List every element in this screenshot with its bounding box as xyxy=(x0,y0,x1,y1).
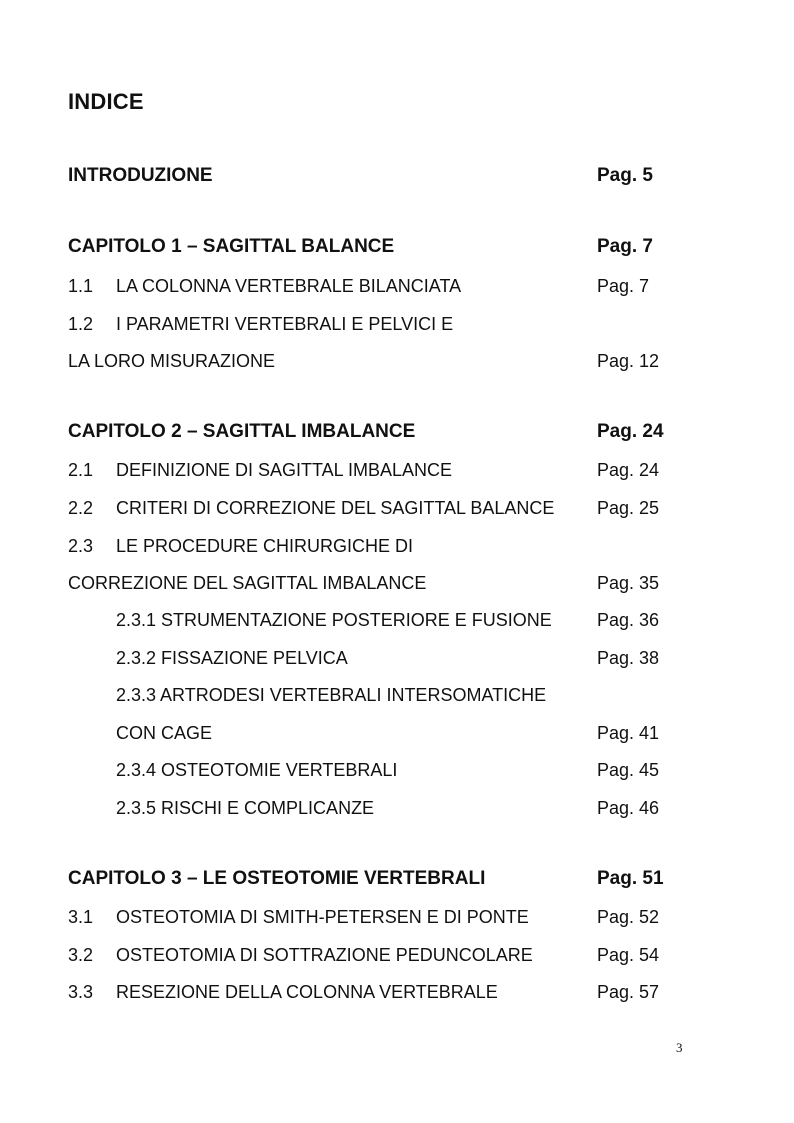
toc-entry-label: CON CAGE xyxy=(116,723,213,743)
toc-entry-page: Pag. 5 xyxy=(597,165,653,186)
toc-chapter-2 xyxy=(68,420,708,444)
toc-entry-number: 3.1 xyxy=(68,907,94,927)
toc-entry-page: Pag. 45 xyxy=(597,760,660,780)
toc-entry-label: LA COLONNA VERTEBRALE BILANCIATA xyxy=(116,276,462,296)
toc-entry-label: LA LORO MISURAZIONE xyxy=(68,351,276,371)
toc-section-3-3 xyxy=(68,980,708,1004)
toc-entry-label: OSTEOTOMIA DI SOTTRAZIONE PEDUNCOLARE xyxy=(116,945,533,965)
toc-entry-page: Pag. 12 xyxy=(597,351,660,371)
toc-entry-page: Pag. 7 xyxy=(597,276,650,296)
toc-section-1-2 xyxy=(68,312,708,336)
toc-entry-page: Pag. 54 xyxy=(597,945,660,965)
toc-entry-number: 3.3 xyxy=(68,982,94,1002)
toc-entry-label: DEFINIZIONE DI SAGITTAL IMBALANCE xyxy=(116,460,453,480)
toc-entry-label: I PARAMETRI VERTEBRALI E PELVICI E xyxy=(116,314,454,334)
toc-entry-page: Pag. 7 xyxy=(597,236,653,257)
toc-entry-page: Pag. 24 xyxy=(597,460,660,480)
toc-entry-page: Pag. 35 xyxy=(597,573,660,593)
toc-entry-page: Pag. 25 xyxy=(597,498,660,518)
toc-entry-label: INTRODUZIONE xyxy=(68,165,213,186)
toc-section-1-1 xyxy=(68,274,708,298)
toc-entry-label: 2.3.2 FISSAZIONE PELVICA xyxy=(116,648,348,668)
toc-subsection-2-3-3-cont xyxy=(68,721,708,745)
toc-entry-label: RESEZIONE DELLA COLONNA VERTEBRALE xyxy=(116,982,498,1002)
toc-entry-label: 2.3.4 OSTEOTOMIE VERTEBRALI xyxy=(116,760,398,780)
toc-section-2-2 xyxy=(68,496,708,520)
toc-chapter-1 xyxy=(68,235,708,259)
toc-chapter-3 xyxy=(68,867,708,891)
toc-subsection-2-3-5 xyxy=(68,796,708,820)
toc-entry-label: CAPITOLO 3 – LE OSTEOTOMIE VERTEBRALI xyxy=(68,868,486,889)
toc-entry-label: CRITERI DI CORREZIONE DEL SAGITTAL BALANCE xyxy=(116,498,555,518)
toc-entry-label: CAPITOLO 2 – SAGITTAL IMBALANCE xyxy=(68,421,416,442)
toc-subsection-2-3-2 xyxy=(68,646,708,670)
toc-subsection-2-3-4 xyxy=(68,758,708,782)
toc-entry-page: Pag. 46 xyxy=(597,798,660,818)
toc-entry-number: 1.1 xyxy=(68,276,94,296)
toc-entry-label: CAPITOLO 1 – SAGITTAL BALANCE xyxy=(68,236,395,257)
toc-entry-page: Pag. 51 xyxy=(597,868,664,889)
toc-entry-label: OSTEOTOMIA DI SMITH-PETERSEN E DI PONTE xyxy=(116,907,529,927)
toc-entry-number: 3.2 xyxy=(68,945,94,965)
toc-section-3-1 xyxy=(68,905,708,929)
toc-entry-introduzione xyxy=(68,164,708,188)
toc-entry-page: Pag. 41 xyxy=(597,723,660,743)
toc-entry-label: LE PROCEDURE CHIRURGICHE DI xyxy=(116,536,414,556)
toc-entry-page: Pag. 36 xyxy=(597,610,660,630)
toc-entry-page: Pag. 57 xyxy=(597,982,660,1002)
toc-entry-number: 2.2 xyxy=(68,498,94,518)
toc-entry-page: Pag. 38 xyxy=(597,648,660,668)
toc-section-3-2 xyxy=(68,943,708,967)
toc-section-2-1 xyxy=(68,458,708,482)
toc-entry-label: 2.3.1 STRUMENTAZIONE POSTERIORE E FUSIONE xyxy=(116,610,552,630)
page-title: INDICE xyxy=(68,89,144,114)
toc-subsection-2-3-3 xyxy=(68,683,708,707)
page-number: 3 xyxy=(676,1040,683,1055)
toc-entry-label: 2.3.3 ARTRODESI VERTEBRALI INTERSOMATICHE xyxy=(116,685,547,705)
toc-entry-page: Pag. 24 xyxy=(597,421,664,442)
toc-entry-number: 2.3 xyxy=(68,536,94,556)
toc-section-2-3 xyxy=(68,534,708,558)
toc-subsection-2-3-1 xyxy=(68,608,708,632)
toc-entry-number: 2.1 xyxy=(68,460,94,480)
toc-section-1-2-cont xyxy=(68,349,708,373)
toc-entry-label: CORREZIONE DEL SAGITTAL IMBALANCE xyxy=(68,573,427,593)
toc-entry-number: 1.2 xyxy=(68,314,94,334)
toc-entry-label: 2.3.5 RISCHI E COMPLICANZE xyxy=(116,798,375,818)
toc-section-2-3-cont xyxy=(68,571,708,595)
toc-entry-page: Pag. 52 xyxy=(597,907,660,927)
